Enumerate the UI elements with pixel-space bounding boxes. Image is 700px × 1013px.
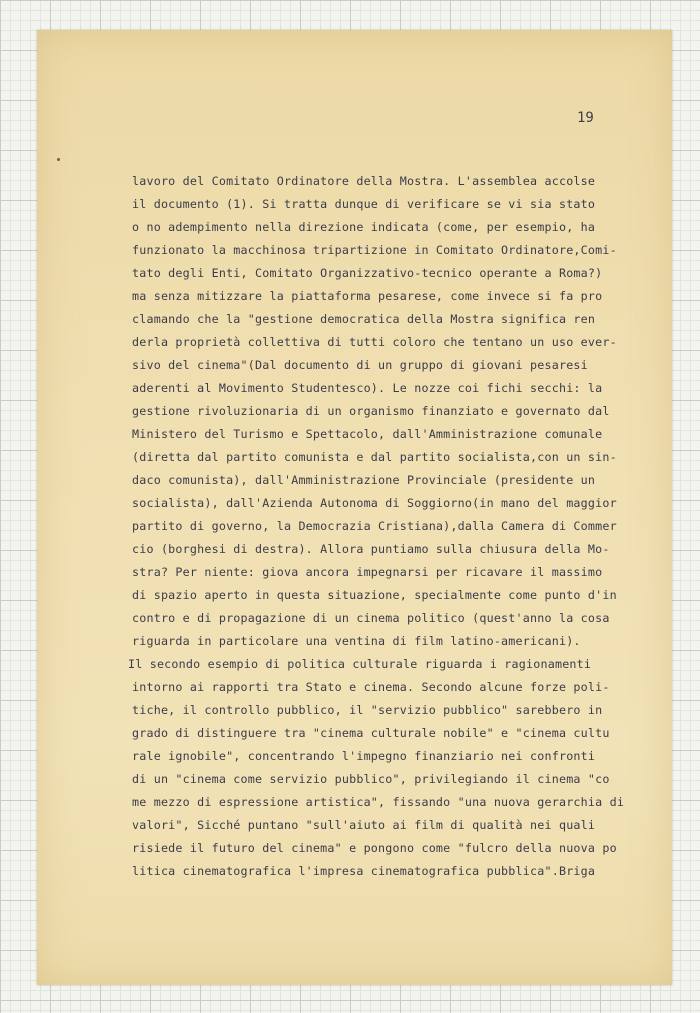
text-line: Il secondo esempio di politica culturale riguarda i ragionamenti — [128, 657, 592, 671]
text-line: derla proprietà collettiva di tutti coloro che tentano un uso ever- — [132, 335, 617, 349]
text-line: funzionato la macchinosa tripartizione in Comitato Ordinatore,Comi- — [132, 243, 617, 257]
text-line: di spazio aperto in questa situazione, specialmente come punto d'in — [132, 588, 617, 602]
text-line: grado di distinguere tra "cinema culturale nobile" e "cinema cultu — [132, 726, 610, 740]
text-line: litica cinematografica l'impresa cinematografica pubblica".Briga — [132, 864, 596, 878]
text-line: di un "cinema come servizio pubblico", privilegiando il cinema "co — [132, 772, 610, 786]
body-text — [128, 170, 640, 883]
text-line: contro e di propagazione di un cinema politico (quest'anno la cosa — [132, 611, 610, 625]
text-line: aderenti al Movimento Studentesco). Le nozze coi fichi secchi: la — [132, 381, 603, 395]
text-line: (diretta dal partito comunista e dal partito socialista,con un sin- — [132, 450, 617, 464]
text-line: valori", Sicché puntano "sull'aiuto ai film di qualità nei quali — [132, 818, 596, 832]
text-line: risiede il futuro del cinema" e pongono come "fulcro della nuova po — [132, 841, 617, 855]
text-line: stra? Per niente: giova ancora impegnarsi per ricavare il massimo — [132, 565, 603, 579]
margin-dot — [57, 158, 60, 161]
text-line: tiche, il controllo pubblico, il "servizio pubblico" sarebbero in — [132, 703, 603, 717]
text-line: daco comunista), dall'Amministrazione Provinciale (presidente un — [132, 473, 596, 487]
text-line: ma senza mitizzare la piattaforma pesarese, come invece si fa pro — [132, 289, 603, 303]
text-line: il documento (1). Si tratta dunque di verificare se vi sia stato — [132, 197, 596, 211]
text-line: o no adempimento nella direzione indicata (come, per esempio, ha — [132, 220, 596, 234]
text-line: Ministero del Turismo e Spettacolo, dall'Amministrazione comunale — [132, 427, 603, 441]
page-number: 19 — [577, 110, 594, 126]
text-line: socialista), dall'Azienda Autonoma di Soggiorno(in mano del maggior — [132, 496, 617, 510]
text-line: gestione rivoluzionaria di un organismo finanziato e governato dal — [132, 404, 610, 418]
text-line: intorno ai rapporti tra Stato e cinema. Secondo alcune forze poli- — [132, 680, 610, 694]
text-line: clamando che la "gestione democratica della Mostra significa ren — [132, 312, 596, 326]
text-line: partito di governo, la Democrazia Cristiana),dalla Camera di Commer — [132, 519, 617, 533]
text-line: riguarda in particolare una ventina di film latino-americani). — [132, 634, 581, 648]
text-line: cio (borghesi di destra). Allora puntiamo sulla chiusura della Mo- — [132, 542, 610, 556]
text-line: rale ignobile", concentrando l'impegno finanziario nei confronti — [132, 749, 596, 763]
text-line: sivo del cinema"(Dal documento di un gruppo di giovani pesaresi — [132, 358, 588, 372]
text-line: lavoro del Comitato Ordinatore della Mostra. L'assemblea accolse — [132, 174, 596, 188]
text-line: tato degli Enti, Comitato Organizzativo-tecnico operante a Roma?) — [132, 266, 603, 280]
text-line: me mezzo di espressione artistica", fissando "una nuova gerarchia di — [132, 795, 625, 809]
